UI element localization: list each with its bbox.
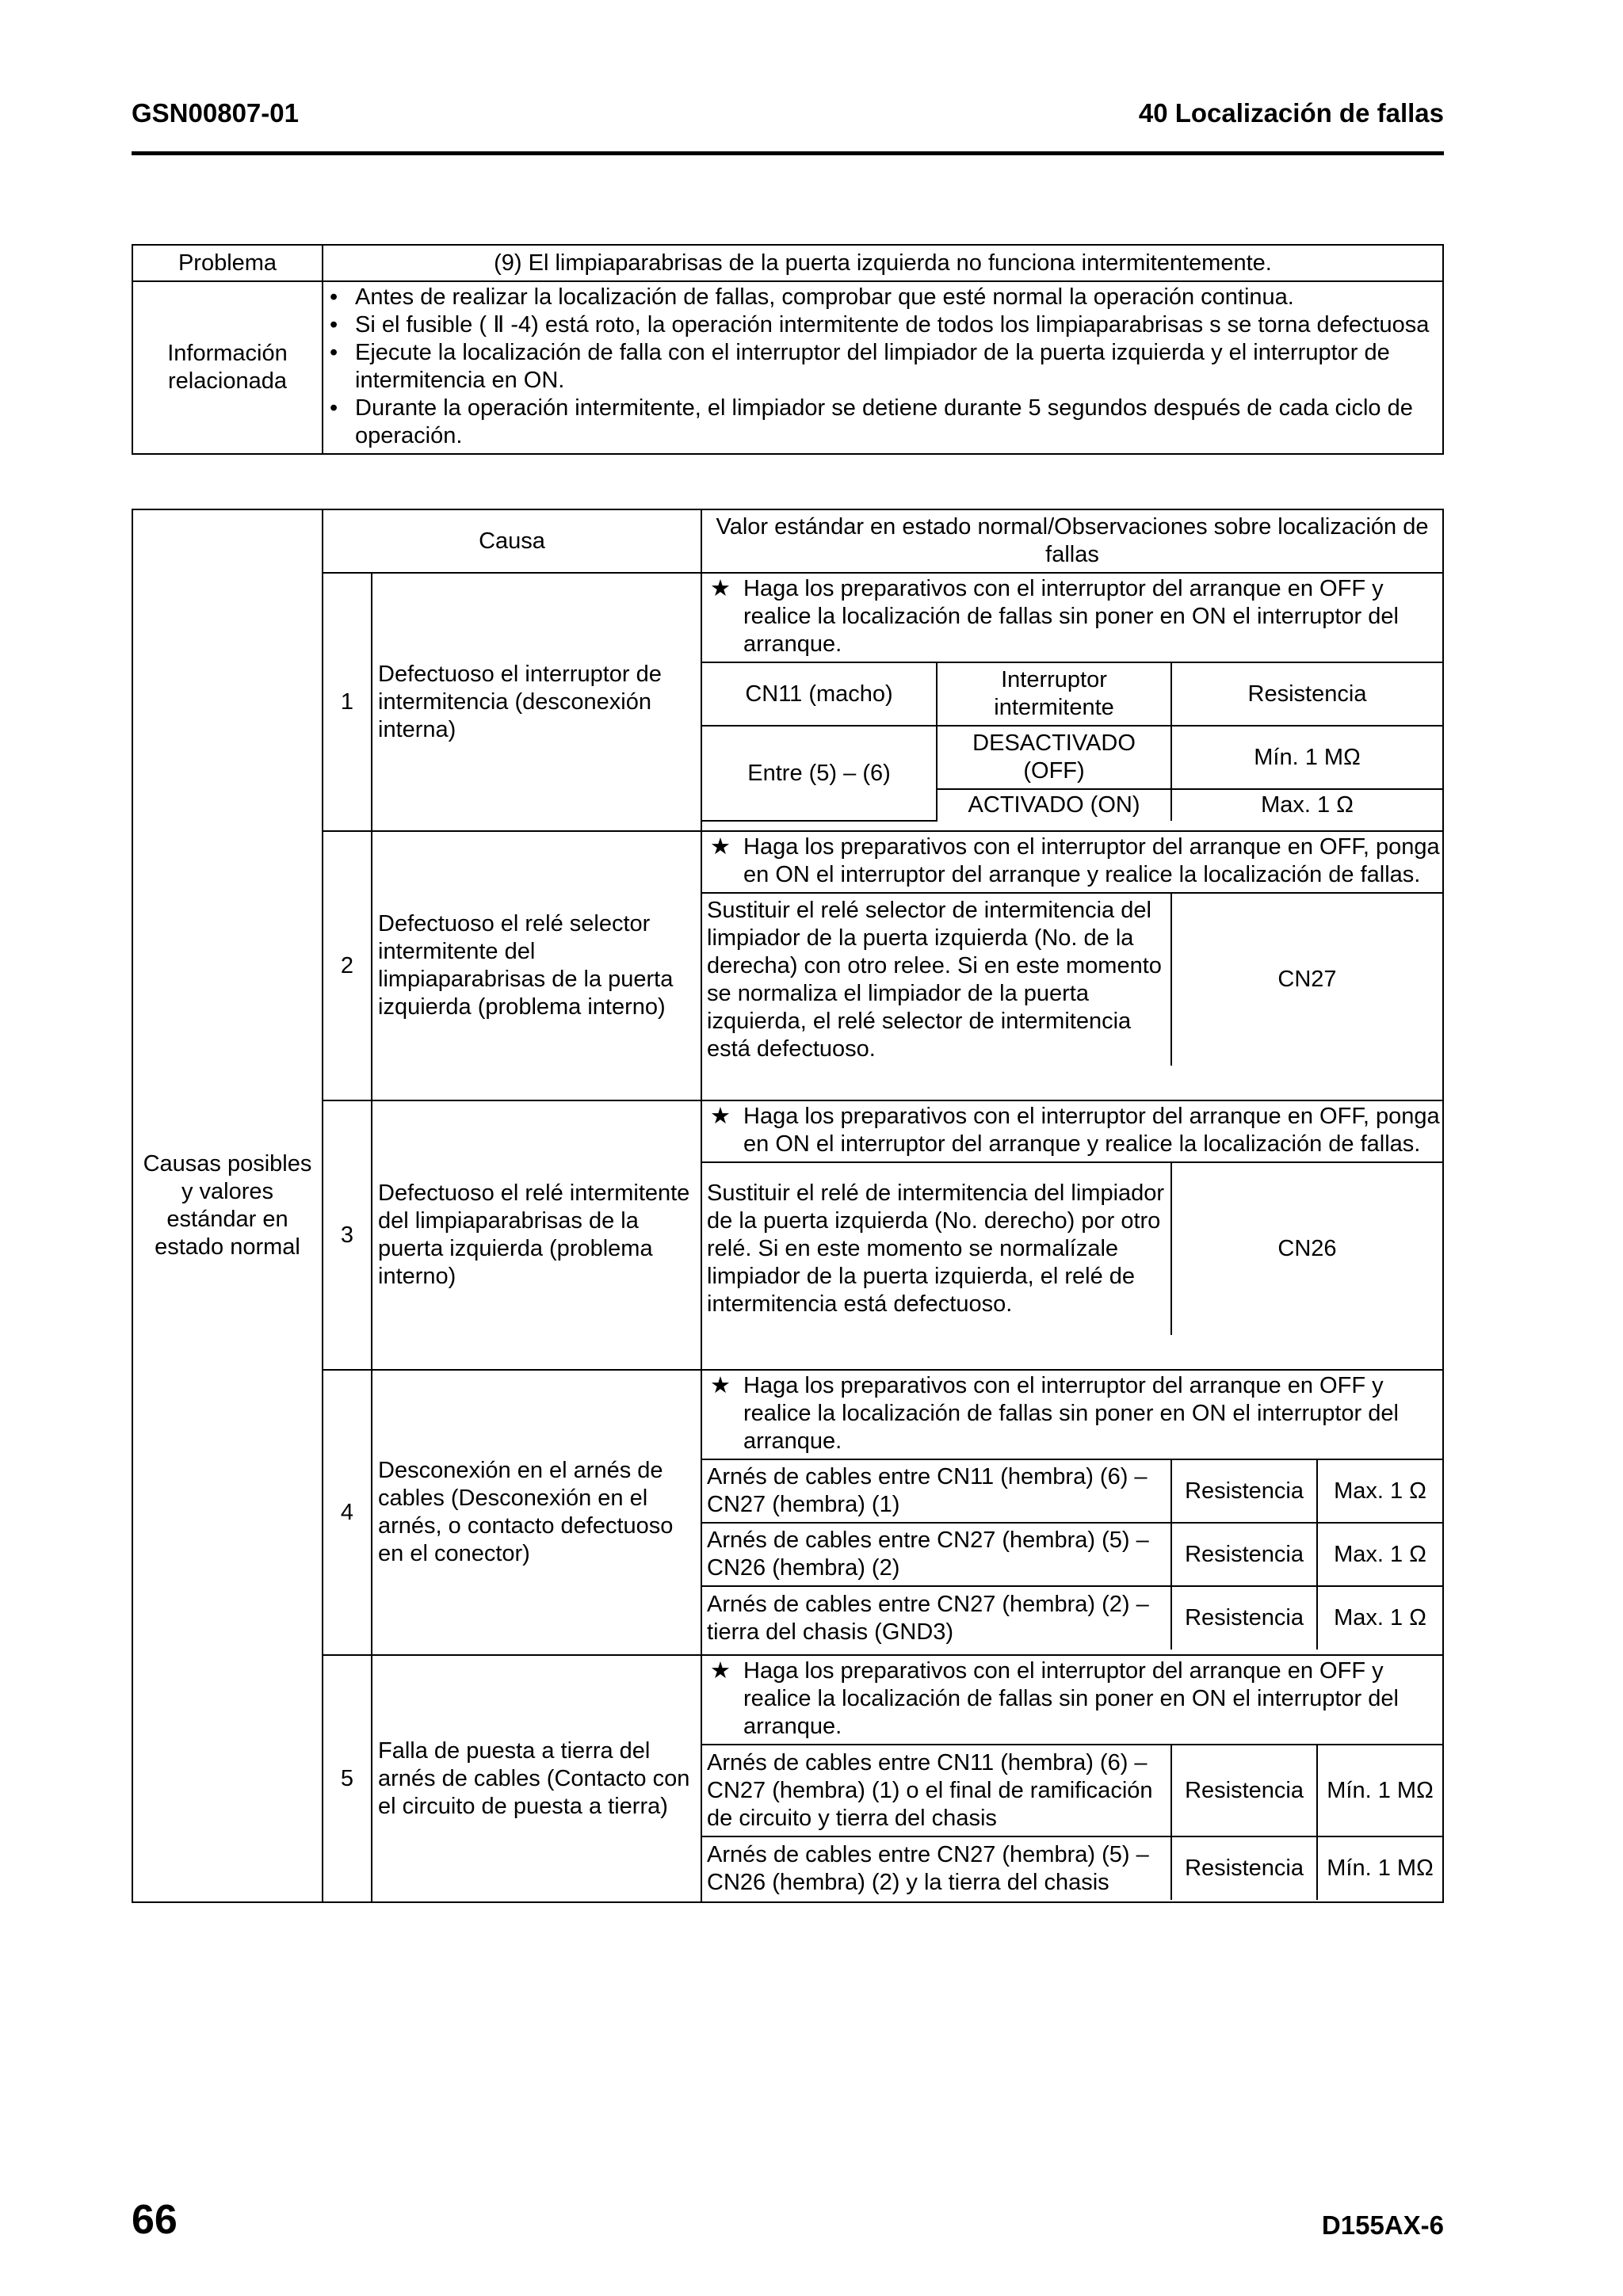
info-item: • Si el fusible ( Ⅱ -4) está roto, la operación intermitente de todos los limpiaparabrisas s se torna defectuosa xyxy=(327,311,1439,339)
info-list xyxy=(327,284,1439,450)
info-item: • Antes de realizar la localización de fallas, comprobar que esté normal la operación continua. xyxy=(327,284,1439,311)
relay-check-note: Sustituir el relé selector de intermitencia del limpiador de la puerta izquierda (No. de la derecha) con otro relee. Si en este momento se normaliza el limpiador de la puerta izquierda, el relé selector de intermitencia está defectuoso. xyxy=(702,893,1171,1066)
step-text: Haga los preparativos con el interruptor del arranque en OFF y realice la localización de fallas sin poner en ON el interruptor del arranque. xyxy=(743,1658,1399,1739)
switch-on-label: ACTIVADO (ON) xyxy=(937,789,1171,821)
causes-side-label: Causas posibles y valores estándar en estado normal xyxy=(132,509,323,1902)
harness-value: Max. 1 Ω xyxy=(1317,1586,1442,1650)
page-number: 66 xyxy=(132,2197,178,2243)
cause-number: 4 xyxy=(323,1370,372,1655)
harness-value: Mín. 1 MΩ xyxy=(1317,1836,1442,1900)
cause-text: Defectuoso el relé intermitente del limpiaparabrisas de la puerta izquierda (problema interno) xyxy=(372,1100,701,1370)
section-title: 40 Localización de fallas xyxy=(1138,98,1444,128)
col-cause-header: Causa xyxy=(323,509,701,573)
switch-header: Interruptor intermitente xyxy=(937,662,1171,726)
harness-value: Mín. 1 MΩ xyxy=(1317,1745,1442,1836)
relay-check-note: Sustituir el relé de intermitencia del limpiador de la puerta izquierda (No. derecho) por otro relé. Si en este momento se normalízale limpiador de la puerta izquierda, el relé de intermitencia está defectuoso. xyxy=(702,1162,1171,1335)
relay-check-table xyxy=(702,892,1442,1066)
info-label: Información relacionada xyxy=(132,281,323,454)
harness-desc: Arnés de cables entre CN27 (hembra) (5) – CN26 (hembra) (2) y la tierra del chasis xyxy=(702,1836,1171,1900)
harness-desc: Arnés de cables entre CN11 (hembra) (6) – CN27 (hembra) (1) o el final de ramificación de circuito y tierra del chasis xyxy=(702,1745,1171,1836)
harness-desc: Arnés de cables entre CN27 (hembra) (5) – CN26 (hembra) (2) xyxy=(702,1523,1171,1586)
procedure-step xyxy=(702,1656,1442,1744)
cause-number: 2 xyxy=(323,831,372,1100)
cause-3-details xyxy=(701,1100,1443,1370)
step-text: Haga los preparativos con el interruptor del arranque en OFF y realice la localización de fallas sin poner en ON el interruptor del arranque. xyxy=(743,1373,1399,1454)
problem-label: Problema xyxy=(132,245,323,281)
harness-param: Resistencia xyxy=(1171,1836,1317,1900)
star-icon: ★ xyxy=(710,1658,731,1684)
relay-check-table xyxy=(702,1161,1442,1335)
col-value-header: Valor estándar en estado normal/Observaciones sobre localización de fallas xyxy=(701,509,1443,573)
harness-check-table xyxy=(702,1459,1442,1650)
header-rule xyxy=(132,151,1444,155)
procedure-step xyxy=(702,832,1442,892)
harness-value: Max. 1 Ω xyxy=(1317,1459,1442,1523)
cause-5-details xyxy=(701,1655,1443,1902)
ground-check-table xyxy=(702,1744,1442,1900)
cause-number: 3 xyxy=(323,1100,372,1370)
connector-cell: CN26 xyxy=(1171,1162,1442,1335)
procedure-step xyxy=(702,1101,1442,1161)
switch-check-table xyxy=(702,662,1442,822)
doc-code: GSN00807-01 xyxy=(132,98,299,128)
harness-param: Resistencia xyxy=(1171,1745,1317,1836)
cause-number: 5 xyxy=(323,1655,372,1902)
cause-number: 1 xyxy=(323,573,372,831)
harness-param: Resistencia xyxy=(1171,1459,1317,1523)
harness-param: Resistencia xyxy=(1171,1523,1317,1586)
procedure-step xyxy=(702,1371,1442,1459)
info-item: • Ejecute la localización de falla con el interruptor del limpiador de la puerta izquierda y el interruptor de intermitencia en ON. xyxy=(327,339,1439,395)
procedure-step xyxy=(702,574,1442,662)
model-code: D155AX-6 xyxy=(1321,2210,1444,2240)
info-item: • Durante la operación intermitente, el limpiador se detiene durante 5 segundos después de cada ciclo de operación. xyxy=(327,395,1439,450)
step-text: Haga los preparativos con el interruptor del arranque en OFF, ponga en ON el interruptor del arranque y realice la localización de fallas. xyxy=(743,834,1440,887)
harness-desc: Arnés de cables entre CN11 (hembra) (6) – CN27 (hembra) (1) xyxy=(702,1459,1171,1523)
cause-1-details xyxy=(701,573,1443,831)
connector-cell: CN27 xyxy=(1171,893,1442,1066)
star-icon: ★ xyxy=(710,1104,731,1129)
cause-text: Desconexión en el arnés de cables (Desconexión en el arnés, o contacto defectuoso en el conector) xyxy=(372,1370,701,1655)
resistance-header: Resistencia xyxy=(1171,662,1442,726)
star-icon: ★ xyxy=(710,834,731,860)
terminals-cell: Entre (5) – (6) xyxy=(702,726,937,821)
cause-2-details xyxy=(701,831,1443,1100)
cause-text: Defectuoso el relé selector intermitente del limpiaparabrisas de la puerta izquierda (problema interno) xyxy=(372,831,701,1100)
switch-off-value: Mín. 1 MΩ xyxy=(1171,726,1442,789)
causes-table xyxy=(132,509,1444,1903)
harness-desc: Arnés de cables entre CN27 (hembra) (2) – tierra del chasis (GND3) xyxy=(702,1586,1171,1650)
connector-header: CN11 (macho) xyxy=(702,662,937,726)
problem-table xyxy=(132,244,1444,455)
cause-text: Defectuoso el interruptor de intermitencia (desconexión interna) xyxy=(372,573,701,831)
cause-text: Falla de puesta a tierra del arnés de cables (Contacto con el circuito de puesta a tierra) xyxy=(372,1655,701,1902)
step-text: Haga los preparativos con el interruptor del arranque en OFF y realice la localización de fallas sin poner en ON el interruptor del arranque. xyxy=(743,576,1399,657)
harness-param: Resistencia xyxy=(1171,1586,1317,1650)
step-text: Haga los preparativos con el interruptor del arranque en OFF, ponga en ON el interruptor del arranque y realice la localización de fallas. xyxy=(743,1104,1440,1157)
switch-off-label: DESACTIVADO (OFF) xyxy=(937,726,1171,789)
star-icon: ★ xyxy=(710,576,731,601)
star-icon: ★ xyxy=(710,1373,731,1398)
switch-on-value: Max. 1 Ω xyxy=(1171,789,1442,821)
cause-4-details xyxy=(701,1370,1443,1655)
harness-value: Max. 1 Ω xyxy=(1317,1523,1442,1586)
problem-text: (9) El limpiaparabrisas de la puerta izquierda no funciona intermitentemente. xyxy=(323,245,1443,281)
info-cell xyxy=(323,281,1443,454)
